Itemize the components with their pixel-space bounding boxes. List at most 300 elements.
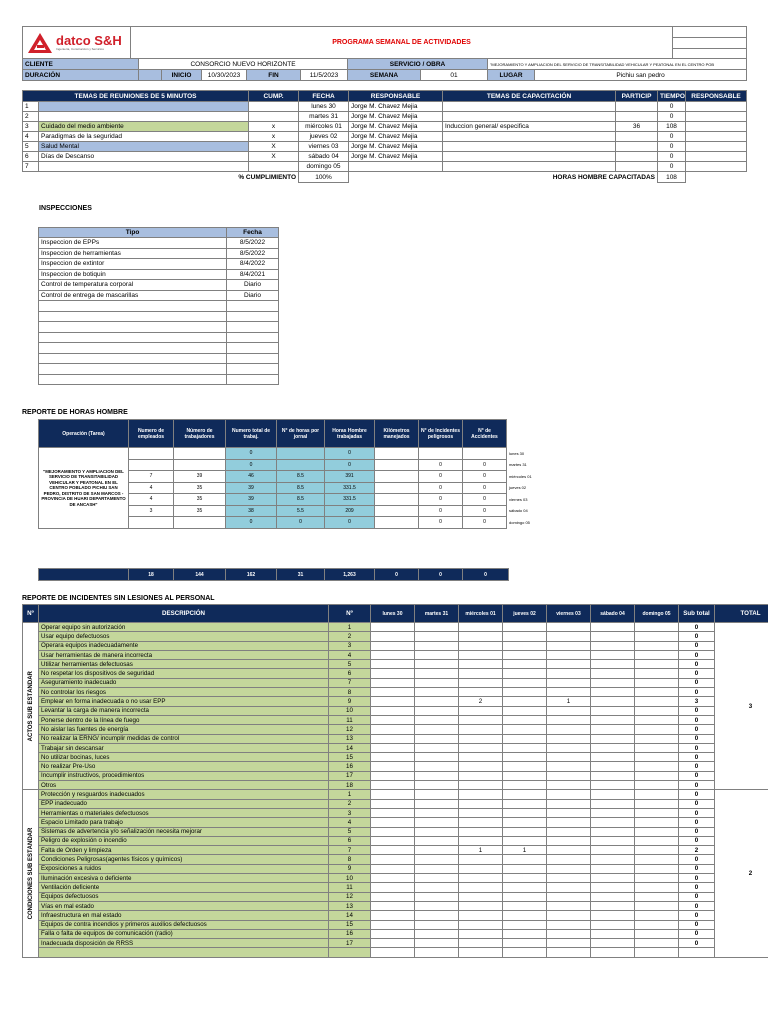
- incident-row: [23, 939, 768, 948]
- hh-day: jueves 02: [509, 485, 527, 491]
- meeting-responsible: Jorge M. Chavez Mejia: [349, 152, 443, 162]
- meeting-row: [23, 162, 747, 172]
- incident-day-cell: [503, 641, 547, 650]
- incident-row: [23, 864, 768, 873]
- hh-incidents: 0: [419, 494, 463, 506]
- incident-section-label: ACTOS SUB ESTÁNDAR: [23, 623, 39, 790]
- incident-day-cell: [547, 725, 591, 734]
- cumplimiento-value: 100%: [299, 172, 349, 183]
- incident-day-cell: [459, 623, 503, 632]
- incident-day-cell: [459, 771, 503, 780]
- incidents-header-cell: jueves 02: [503, 605, 547, 623]
- incident-description: Iluminación excesiva o deficiente: [39, 874, 329, 883]
- training-topic: Induccion general/ especifica: [443, 122, 616, 132]
- training-header-topics: TEMAS DE CAPACITACIÓN: [443, 91, 616, 102]
- incident-day-cell: [415, 688, 459, 697]
- incident-day-cell: [635, 678, 679, 687]
- lugar-label: LUGAR: [488, 70, 535, 81]
- incident-subtotal: 3: [679, 697, 715, 706]
- inspection-row: [39, 280, 279, 291]
- incident-row: [23, 697, 768, 706]
- cumplimiento-label: % CUMPLIMIENTO: [238, 173, 297, 181]
- hh-hours: 331.5: [325, 494, 375, 506]
- incident-day-cell: [371, 781, 415, 790]
- incident-day-cell: [503, 706, 547, 715]
- incident-day-cell: [547, 855, 591, 864]
- incident-day-cell: [503, 939, 547, 948]
- incident-number: 6: [329, 669, 371, 678]
- meeting-topic: [39, 102, 249, 112]
- meeting-row: [23, 152, 747, 162]
- incident-day-cell: [503, 874, 547, 883]
- hh-header-incidentes: N° de Incidentes peligrosos: [419, 420, 463, 448]
- incident-day-cell: [459, 743, 503, 752]
- incident-day-cell: [635, 641, 679, 650]
- incident-description: Exposiciones a ruidos: [39, 864, 329, 873]
- incident-day-cell: [503, 762, 547, 771]
- incident-number: 1: [329, 790, 371, 799]
- incident-day-cell: [635, 743, 679, 752]
- inspection-row-empty: [39, 301, 279, 312]
- incident-number: 9: [329, 864, 371, 873]
- incident-number: 18: [329, 781, 371, 790]
- incident-number: 16: [329, 929, 371, 938]
- incident-day-cell: [547, 948, 591, 957]
- incident-subtotal: 0: [679, 762, 715, 771]
- incident-day-cell: [547, 623, 591, 632]
- incident-day-cell: [459, 855, 503, 864]
- incident-day-cell: [371, 715, 415, 724]
- incident-day-cell: [635, 753, 679, 762]
- incident-day-cell: [547, 715, 591, 724]
- incident-description: Aseguramiento inadecuado: [39, 678, 329, 687]
- incident-row: [23, 660, 768, 669]
- hh-accidents: 0: [463, 471, 507, 483]
- incident-number: 14: [329, 911, 371, 920]
- incidents-header-cell: viernes 03: [547, 605, 591, 623]
- training-time: 0: [658, 112, 686, 122]
- incident-subtotal: 0: [679, 929, 715, 938]
- inspection-type: [39, 353, 227, 364]
- meeting-cump: X: [249, 152, 299, 162]
- incident-row: [23, 790, 768, 799]
- incident-day-cell: [459, 660, 503, 669]
- incidents-header-cell: miércoles 01: [459, 605, 503, 623]
- incident-subtotal: 0: [679, 781, 715, 790]
- hh-hours: 0: [325, 448, 375, 460]
- incident-day-cell: [415, 743, 459, 752]
- incident-day-cell: [547, 836, 591, 845]
- hh-header-hh: Horas Hombre trabajadas: [325, 420, 375, 448]
- incident-day-cell: [547, 892, 591, 901]
- incident-day-cell: [415, 874, 459, 883]
- incident-day-cell: [591, 790, 635, 799]
- incident-row: [23, 715, 768, 724]
- cliente-value: CONSORCIO NUEVO HORIZONTE: [139, 59, 348, 70]
- training-particip: [616, 102, 658, 112]
- header-right-boxes: [673, 27, 747, 59]
- incident-day-cell: 1: [459, 846, 503, 855]
- incident-day-cell: [635, 827, 679, 836]
- incident-day-cell: [547, 660, 591, 669]
- incident-day-cell: [635, 762, 679, 771]
- inspection-type: [39, 343, 227, 354]
- incident-day-cell: [591, 808, 635, 817]
- horas-hombre-table: [38, 419, 539, 529]
- incident-day-cell: [459, 864, 503, 873]
- incident-day-cell: [459, 883, 503, 892]
- incident-day-cell: [503, 650, 547, 659]
- training-responsible: [686, 162, 747, 172]
- incident-description: Trabajar sin descansar: [39, 743, 329, 752]
- meeting-number: 3: [23, 122, 39, 132]
- incident-day-cell: [547, 808, 591, 817]
- incident-day-cell: [371, 827, 415, 836]
- meetings-header-fecha: FECHA: [299, 91, 349, 102]
- training-time: 0: [658, 152, 686, 162]
- hh-empleados: 3: [129, 505, 174, 517]
- company-logo: [23, 27, 131, 59]
- incident-subtotal: 0: [679, 734, 715, 743]
- inspection-row-empty: [39, 332, 279, 343]
- incident-description: Herramientas o materiales defectuosos: [39, 808, 329, 817]
- incident-day-cell: [591, 743, 635, 752]
- hh-km: [375, 482, 419, 494]
- hh-accidents: [463, 448, 507, 460]
- training-topic: [443, 152, 616, 162]
- incident-day-cell: [591, 827, 635, 836]
- meeting-cump: x: [249, 132, 299, 142]
- meeting-topic: Paradigmas de la seguridad: [39, 132, 249, 142]
- meeting-row: [23, 132, 747, 142]
- hh-totals-blank: [39, 569, 129, 581]
- incident-day-cell: [371, 855, 415, 864]
- hh-day: domingo 05: [509, 519, 530, 525]
- incident-day-cell: [503, 818, 547, 827]
- incident-day-cell: [503, 743, 547, 752]
- hh-empleados: [129, 459, 174, 471]
- incident-row: [23, 808, 768, 817]
- incident-day-cell: [591, 762, 635, 771]
- incident-day-cell: [591, 678, 635, 687]
- training-topic: [443, 142, 616, 152]
- incident-description: No realizar la ERNG/ incumplir medidas de control: [39, 734, 329, 743]
- incident-day-cell: [591, 836, 635, 845]
- incident-day-cell: [459, 939, 503, 948]
- incident-day-cell: [371, 771, 415, 780]
- incident-day-cell: [371, 892, 415, 901]
- incident-day-cell: [547, 706, 591, 715]
- incident-day-cell: [371, 669, 415, 678]
- incident-day-cell: [503, 632, 547, 641]
- incident-day-cell: [635, 939, 679, 948]
- training-header-particip: PARTICIP: [616, 91, 658, 102]
- incident-number: 15: [329, 753, 371, 762]
- meeting-number: 4: [23, 132, 39, 142]
- incident-day-cell: [415, 734, 459, 743]
- incident-day-cell: [459, 753, 503, 762]
- incident-day-cell: [635, 688, 679, 697]
- meeting-cump: x: [249, 122, 299, 132]
- inspection-row: [39, 290, 279, 301]
- hh-total-cell: 144: [174, 569, 226, 581]
- servicio-value: "MEJORAMIENTO Y AMPLIACION DEL SERVICIO DE TRANSITABILIDAD VEHICULAR Y PEATONAL EN EL CENTRO POB: [488, 59, 747, 70]
- incident-day-cell: [415, 650, 459, 659]
- incidents-header-cell: lunes 30: [371, 605, 415, 623]
- hh-total-cell: 1,263: [325, 569, 375, 581]
- incident-day-cell: [635, 892, 679, 901]
- hh-total: 39: [226, 494, 277, 506]
- incident-subtotal: [679, 948, 715, 957]
- incident-day-cell: [503, 901, 547, 910]
- incident-number: 6: [329, 836, 371, 845]
- incident-row: [23, 948, 768, 957]
- incidents-header-cell: Nº: [329, 605, 371, 623]
- incident-day-cell: [635, 818, 679, 827]
- incident-subtotal: 0: [679, 939, 715, 948]
- meeting-date: domingo 05: [299, 162, 349, 172]
- inspection-date: [227, 364, 279, 375]
- meeting-topic: Días de Descanso: [39, 152, 249, 162]
- incident-day-cell: [415, 864, 459, 873]
- incident-row: [23, 762, 768, 771]
- hh-empleados: 4: [129, 482, 174, 494]
- incident-day-cell: [635, 771, 679, 780]
- incident-day-cell: [415, 929, 459, 938]
- hh-total: 46: [226, 471, 277, 483]
- inspection-row: [39, 269, 279, 280]
- hh-km: [375, 505, 419, 517]
- meeting-topic: [39, 162, 249, 172]
- incident-day-cell: [591, 734, 635, 743]
- hh-trabajadores: [174, 517, 226, 529]
- incident-day-cell: [371, 808, 415, 817]
- incident-day-cell: [415, 715, 459, 724]
- horas-hombre-title: REPORTE DE HORAS HOMBRE: [22, 409, 128, 416]
- incident-day-cell: [459, 632, 503, 641]
- hh-empleados: [129, 517, 174, 529]
- incident-day-cell: [371, 920, 415, 929]
- training-topic: [443, 132, 616, 142]
- incident-day-cell: [371, 846, 415, 855]
- incident-description: [39, 948, 329, 957]
- incident-number: 13: [329, 901, 371, 910]
- hh-jornal: 5.5: [277, 505, 325, 517]
- incident-day-cell: [371, 948, 415, 957]
- hh-capacitadas-value: 108: [658, 172, 686, 183]
- incident-day-cell: [415, 855, 459, 864]
- incident-subtotal: 0: [679, 771, 715, 780]
- incident-subtotal: 0: [679, 920, 715, 929]
- incident-day-cell: [635, 846, 679, 855]
- incident-day-cell: [503, 920, 547, 929]
- hh-total: 0: [226, 448, 277, 460]
- inspection-row-empty: [39, 322, 279, 333]
- incident-day-cell: [459, 790, 503, 799]
- incident-description: Ponerse dentro de la línea de fuego: [39, 715, 329, 724]
- incident-number: 7: [329, 846, 371, 855]
- hh-day: lunes 30: [509, 450, 525, 456]
- incident-day-cell: [371, 697, 415, 706]
- meeting-number: 6: [23, 152, 39, 162]
- incident-day-cell: [503, 660, 547, 669]
- inspection-row-empty: [39, 353, 279, 364]
- incident-subtotal: 0: [679, 901, 715, 910]
- hh-day: viernes 03: [509, 496, 528, 502]
- training-topic: [443, 162, 616, 172]
- incident-day-cell: [503, 864, 547, 873]
- inspection-type: Inspeccion de botiquin: [39, 269, 227, 280]
- inspection-date: [227, 343, 279, 354]
- incident-number: 17: [329, 771, 371, 780]
- incident-day-cell: [547, 827, 591, 836]
- hh-total-cell: 162: [226, 569, 277, 581]
- training-responsible: [686, 122, 747, 132]
- incident-day-cell: [371, 660, 415, 669]
- incident-day-cell: [547, 753, 591, 762]
- incident-description: Ventilación deficiente: [39, 883, 329, 892]
- incident-subtotal: 0: [679, 790, 715, 799]
- training-particip: [616, 142, 658, 152]
- incident-day-cell: [547, 632, 591, 641]
- hh-capacitadas-label: HORAS HOMBRE CAPACITADAS: [552, 173, 656, 181]
- hh-empleados: 7: [129, 471, 174, 483]
- incident-row: [23, 920, 768, 929]
- inspection-row-empty: [39, 311, 279, 322]
- meeting-date: sábado 04: [299, 152, 349, 162]
- incident-day-cell: [415, 901, 459, 910]
- incident-day-cell: [371, 874, 415, 883]
- incident-subtotal: 0: [679, 818, 715, 827]
- cliente-label: CLIENTE: [23, 59, 139, 70]
- hh-totals-table: [38, 568, 509, 581]
- meeting-topic: [39, 112, 249, 122]
- incident-description: No realizar Pre-Uso: [39, 762, 329, 771]
- training-header-tiempo: TIEMPO: [658, 91, 686, 102]
- incident-description: Peligro de explosión o incendio: [39, 836, 329, 845]
- hh-total-cell: 18: [129, 569, 174, 581]
- incident-subtotal: 0: [679, 808, 715, 817]
- incident-day-cell: [547, 864, 591, 873]
- training-topic: [443, 112, 616, 122]
- incident-day-cell: [635, 669, 679, 678]
- training-particip: [616, 132, 658, 142]
- inspection-date: 8/4/2021: [227, 269, 279, 280]
- incident-row: [23, 753, 768, 762]
- incident-day-cell: [591, 688, 635, 697]
- hh-trabajadores: 35: [174, 505, 226, 517]
- inspection-type: [39, 332, 227, 343]
- inicio-value: 10/30/2023: [202, 70, 247, 81]
- inspection-date: [227, 322, 279, 333]
- incident-subtotal: 0: [679, 836, 715, 845]
- hh-empleados: 4: [129, 494, 174, 506]
- hh-incidents: 0: [419, 517, 463, 529]
- hh-total-cell: 0: [375, 569, 419, 581]
- incident-day-cell: [371, 864, 415, 873]
- incident-subtotal: 0: [679, 911, 715, 920]
- meeting-number: 5: [23, 142, 39, 152]
- incident-day-cell: [415, 948, 459, 957]
- incident-number: 5: [329, 827, 371, 836]
- incident-number: 4: [329, 818, 371, 827]
- incident-day-cell: [371, 911, 415, 920]
- incident-row: [23, 632, 768, 641]
- meeting-date: jueves 02: [299, 132, 349, 142]
- logo-subtext: Ingeniería, Construcción y Servicios: [56, 47, 104, 51]
- incident-day-cell: [547, 874, 591, 883]
- meeting-cump: X: [249, 142, 299, 152]
- incident-day-cell: [503, 808, 547, 817]
- incident-day-cell: [591, 781, 635, 790]
- meeting-number: 1: [23, 102, 39, 112]
- incident-day-cell: [503, 883, 547, 892]
- incident-day-cell: [591, 939, 635, 948]
- hh-header-accidentes: N° de Accidentes: [463, 420, 507, 448]
- hh-accidents: 0: [463, 494, 507, 506]
- training-particip: 36: [616, 122, 658, 132]
- incident-subtotal: 0: [679, 864, 715, 873]
- incident-day-cell: [635, 734, 679, 743]
- incident-day-cell: [635, 883, 679, 892]
- incident-day-cell: [547, 883, 591, 892]
- incident-subtotal: 0: [679, 650, 715, 659]
- incident-subtotal: 0: [679, 660, 715, 669]
- incident-number: 9: [329, 697, 371, 706]
- incident-day-cell: 1: [503, 846, 547, 855]
- incident-subtotal: 2: [679, 846, 715, 855]
- incident-day-cell: [459, 929, 503, 938]
- inspection-row: [39, 248, 279, 259]
- inspection-type: [39, 364, 227, 375]
- incident-day-cell: [547, 743, 591, 752]
- incident-day-cell: [415, 762, 459, 771]
- incident-day-cell: [415, 790, 459, 799]
- incident-day-cell: [591, 920, 635, 929]
- incident-day-cell: [459, 818, 503, 827]
- incident-day-cell: [547, 734, 591, 743]
- incident-row: [23, 678, 768, 687]
- meeting-row: [23, 112, 747, 122]
- training-particip: [616, 112, 658, 122]
- incident-day-cell: [415, 920, 459, 929]
- incident-section-total: 2: [715, 790, 768, 957]
- incident-number: 8: [329, 688, 371, 697]
- meeting-number: 2: [23, 112, 39, 122]
- incident-day-cell: [503, 678, 547, 687]
- incident-row: [23, 929, 768, 938]
- inspection-type: Inspeccion de extintor: [39, 259, 227, 270]
- incident-number: 2: [329, 632, 371, 641]
- incident-day-cell: [459, 762, 503, 771]
- incident-day-cell: [503, 623, 547, 632]
- incident-day-cell: [415, 725, 459, 734]
- incident-day-cell: [503, 688, 547, 697]
- meetings-header-cump: CUMP.: [249, 91, 299, 102]
- hh-operation: "MEJORAMIENTO Y AMPLIACION DEL SERVICIO DE TRANSITABILIDAD VEHICULAR Y PEATONAL EN EL CENTRO POBLADO PICHIU SAN PEDRO, DISTRITO DE SAN MARCOS - PROVINCIA DE HUARI DEPARTAMENTO DE ANCASH": [39, 448, 129, 529]
- incident-row: [23, 688, 768, 697]
- incident-row: [23, 734, 768, 743]
- incident-day-cell: [635, 650, 679, 659]
- incident-number: 12: [329, 725, 371, 734]
- incident-number: 14: [329, 743, 371, 752]
- hh-trabajadores: 35: [174, 482, 226, 494]
- meetings-header-responsable: RESPONSABLE: [349, 91, 443, 102]
- hh-header-jornal: N° de horas por jornal: [277, 420, 325, 448]
- hh-accidents: 0: [463, 505, 507, 517]
- inicio-label: INICIO: [162, 70, 202, 81]
- hh-jornal: 8.5: [277, 482, 325, 494]
